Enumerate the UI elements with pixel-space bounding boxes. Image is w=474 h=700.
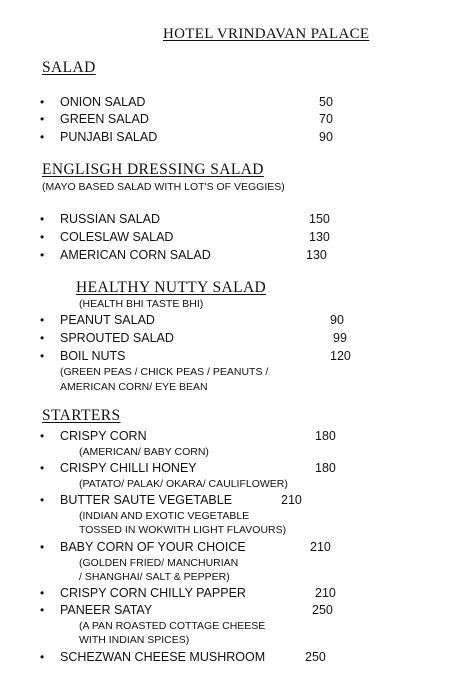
menu-item-price: 130 <box>309 230 330 244</box>
menu-item-price: 90 <box>330 313 344 327</box>
menu-item-name: PANEER SATAY <box>60 603 153 617</box>
menu-item-name: COLESLAW SALAD <box>60 230 174 244</box>
menu-item-name: BOIL NUTS <box>60 349 126 363</box>
list-bullet: • <box>40 248 45 262</box>
menu-item-name: CRISPY CORN CHILLY PAPPER <box>60 586 246 600</box>
menu-item-price: 99 <box>333 331 347 345</box>
menu-item-price: 210 <box>310 540 331 554</box>
menu-title: HOTEL VRINDAVAN PALACE <box>163 26 370 42</box>
list-bullet: • <box>40 313 45 327</box>
menu-item-note: (PATATO/ PALAK/ OKARA/ CAULIFLOWER) <box>79 478 288 490</box>
list-bullet: • <box>40 130 45 144</box>
menu-item-name: SCHEZWAN CHEESE MUSHROOM <box>60 650 266 664</box>
list-bullet: • <box>40 230 45 244</box>
menu-item-name: SPROUTED SALAD <box>60 331 174 345</box>
menu-item-note: WITH INDIAN SPICES) <box>79 634 190 646</box>
section-heading-starters: STARTERS <box>42 407 121 424</box>
list-bullet: • <box>40 650 45 664</box>
menu-item-note: (A PAN ROASTED COTTAGE CHEESE <box>79 620 266 632</box>
menu-item-price: 50 <box>319 95 333 109</box>
list-bullet: • <box>40 429 45 443</box>
menu-item-note: (AMERICAN/ BABY CORN) <box>79 446 209 458</box>
menu-item-name: RUSSIAN SALAD <box>60 212 161 226</box>
menu-item-note: TOSSED IN WOKWITH LIGHT FLAVOURS) <box>79 524 287 536</box>
menu-item-price: 130 <box>306 248 327 262</box>
menu-item-note: (GOLDEN FRIED/ MANCHURIAN <box>79 557 239 569</box>
menu-item-name: ONION SALAD <box>60 95 146 109</box>
menu-item-name: PUNJABI SALAD <box>60 130 158 144</box>
menu-item-price: 150 <box>309 212 330 226</box>
section-heading-english-dressing: ENGLISGH DRESSING SALAD <box>42 161 264 178</box>
menu-item-price: 120 <box>330 349 351 363</box>
menu-item-price: 70 <box>319 112 333 126</box>
list-bullet: • <box>40 212 45 226</box>
menu-item-note: / SHANGHAI/ SALT & PEPPER) <box>79 571 230 583</box>
list-bullet: • <box>40 112 45 126</box>
list-bullet: • <box>40 540 45 554</box>
list-bullet: • <box>40 331 45 345</box>
menu-item-name: PEANUT SALAD <box>60 313 155 327</box>
list-bullet: • <box>40 95 45 109</box>
menu-item-price: 250 <box>305 650 326 664</box>
section-subtitle: (HEALTH BHI TASTE BHI) <box>79 298 204 310</box>
menu-item-note: (INDIAN AND EXOTIC VEGETABLE <box>79 510 250 522</box>
menu-item-name: CRISPY CORN <box>60 429 147 443</box>
menu-item-name: BUTTER SAUTE VEGETABLE <box>60 493 233 507</box>
menu-item-price: 210 <box>315 586 336 600</box>
menu-item-note: AMERICAN CORN/ EYE BEAN <box>60 381 208 393</box>
menu-item-price: 250 <box>312 603 333 617</box>
section-heading-salad: SALAD <box>42 59 96 76</box>
menu-item-name: AMERICAN CORN SALAD <box>60 248 211 262</box>
menu-item-price: 210 <box>281 493 302 507</box>
list-bullet: • <box>40 603 45 617</box>
list-bullet: • <box>40 493 45 507</box>
section-heading-healthy-nutty: HEALTHY NUTTY SALAD <box>76 279 267 296</box>
menu-item-name: GREEN SALAD <box>60 112 149 126</box>
menu-item-price: 180 <box>315 429 336 443</box>
menu-item-price: 180 <box>315 461 336 475</box>
list-bullet: • <box>40 349 45 363</box>
section-subtitle: (MAYO BASED SALAD WITH LOT'S OF VEGGIES) <box>42 181 285 193</box>
menu-item-note: (GREEN PEAS / CHICK PEAS / PEANUTS / <box>60 366 269 378</box>
menu-item-name: CRISPY CHILLI HONEY <box>60 461 197 475</box>
menu-item-name: BABY CORN OF YOUR CHOICE <box>60 540 246 554</box>
list-bullet: • <box>40 586 45 600</box>
menu-item-price: 90 <box>319 130 333 144</box>
list-bullet: • <box>40 461 45 475</box>
